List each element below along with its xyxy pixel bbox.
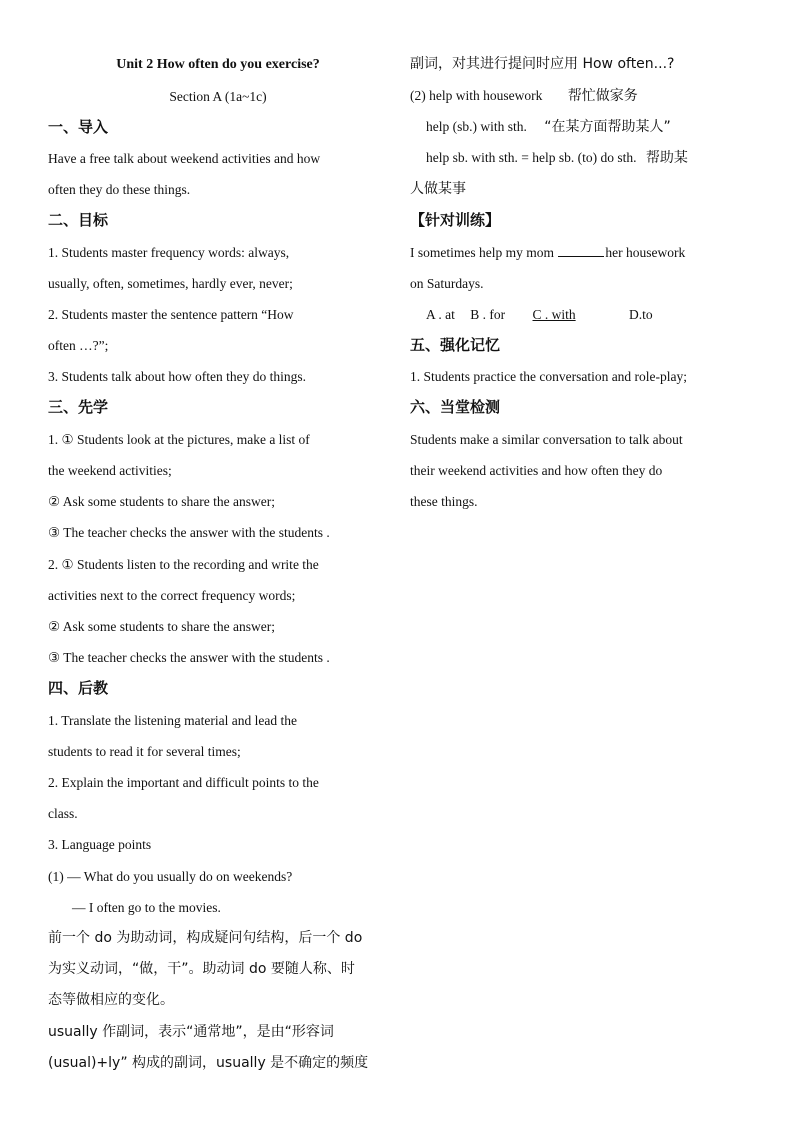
check-line: Students make a similar conversation to talk about xyxy=(410,432,683,447)
drill-question-start: I sometimes help my mom xyxy=(410,245,558,260)
explanation-line: 态等做相应的变化。 xyxy=(48,992,174,1008)
continued-line: 副词，对其进行提问时应用 How often...? xyxy=(410,56,675,72)
option-a: A . at xyxy=(426,307,455,322)
check-line: their weekend activities and how often they do xyxy=(410,463,663,478)
answer-blank xyxy=(558,244,604,257)
heading-check: 六、当堂检测 xyxy=(410,398,501,416)
teaching-line: class. xyxy=(48,806,78,821)
goal-line: 2. Students master the sentence pattern “How xyxy=(48,307,294,322)
prestudy-line: ③ The teacher checks the answer with the students . xyxy=(48,650,330,665)
dialogue-question: (1) — What do you usually do on weekends? xyxy=(48,869,293,884)
drill-question xyxy=(410,244,685,262)
phrase-cn: 帮忙做家务 xyxy=(567,88,638,104)
section-subtitle: Section A (1a~1c) xyxy=(169,89,267,104)
unit-title: Unit 2 How often do you exercise? xyxy=(116,57,320,72)
prestudy-line: ② Ask some students to share the answer; xyxy=(48,494,275,509)
teaching-line: 1. Translate the listening material and lead the xyxy=(48,713,297,728)
prestudy-line: activities next to the correct frequency words; xyxy=(48,588,296,603)
option-d: D.to xyxy=(629,307,653,322)
phrase-en: help (sb.) with sth. xyxy=(426,119,527,134)
phrase-cn: 帮助某 xyxy=(645,150,688,166)
reinforce-line: 1. Students practice the conversation and role-play; xyxy=(410,369,688,384)
phrase-en: (2) help with housework xyxy=(410,88,543,103)
heading-reinforce: 五、强化记忆 xyxy=(410,336,501,354)
prestudy-line: 2. ① Students listen to the recording and write the xyxy=(48,557,319,572)
language-points-label: 3. Language points xyxy=(48,837,152,852)
drill-question-end: her housework xyxy=(605,245,686,260)
option-b: B . for xyxy=(470,307,506,322)
prestudy-line: 1. ① Students look at the pictures, make a list of xyxy=(48,432,310,447)
phrase-line xyxy=(426,118,671,136)
drill-question-line2: on Saturdays. xyxy=(410,276,484,291)
heading-intro: 一、导入 xyxy=(48,118,109,136)
explanation-line: 前一个 do 为助动词，构成疑问句结构，后一个 do xyxy=(48,930,363,946)
phrase-cn: “在某方面帮助某人” xyxy=(544,119,671,135)
goal-line: usually, often, sometimes, hardly ever, never; xyxy=(48,276,293,291)
explanation-line: 为实义动词，“做，干”。助动词 do 要随人称、时 xyxy=(48,961,355,977)
prestudy-line: ③ The teacher checks the answer with the students . xyxy=(48,525,330,540)
option-c-answer: C . with xyxy=(532,307,576,322)
heading-drill: 【针对训练】 xyxy=(410,211,501,229)
explanation-line: (usual)+ly” 构成的副词，usually 是不确定的频度 xyxy=(48,1055,369,1071)
heading-teaching: 四、后教 xyxy=(48,679,109,697)
goal-line: 1. Students master frequency words: always, xyxy=(48,245,290,260)
heading-prestudy: 三、先学 xyxy=(48,398,109,416)
goal-line: often …?”; xyxy=(48,338,109,353)
prestudy-line: ② Ask some students to share the answer; xyxy=(48,619,275,634)
phrase-line xyxy=(410,87,638,105)
dialogue-answer: — I often go to the movies. xyxy=(72,900,221,915)
goal-line: 3. Students talk about how often they do things. xyxy=(48,369,306,384)
prestudy-line: the weekend activities; xyxy=(48,463,172,478)
teaching-line: students to read it for several times; xyxy=(48,744,241,759)
teaching-line: 2. Explain the important and difficult points to the xyxy=(48,775,319,790)
check-line: these things. xyxy=(410,494,478,509)
phrase-en: help sb. with sth. = help sb. (to) do sth. xyxy=(426,150,637,165)
phrase-cn-continued: 人做某事 xyxy=(410,181,466,197)
intro-line: Have a free talk about weekend activities and how xyxy=(48,151,321,166)
intro-line: often they do these things. xyxy=(48,182,191,197)
heading-goals: 二、目标 xyxy=(48,211,109,229)
drill-options xyxy=(426,306,653,324)
explanation-line: usually 作副词，表示“通常地”，是由“形容词 xyxy=(48,1024,334,1040)
phrase-line xyxy=(426,149,688,167)
